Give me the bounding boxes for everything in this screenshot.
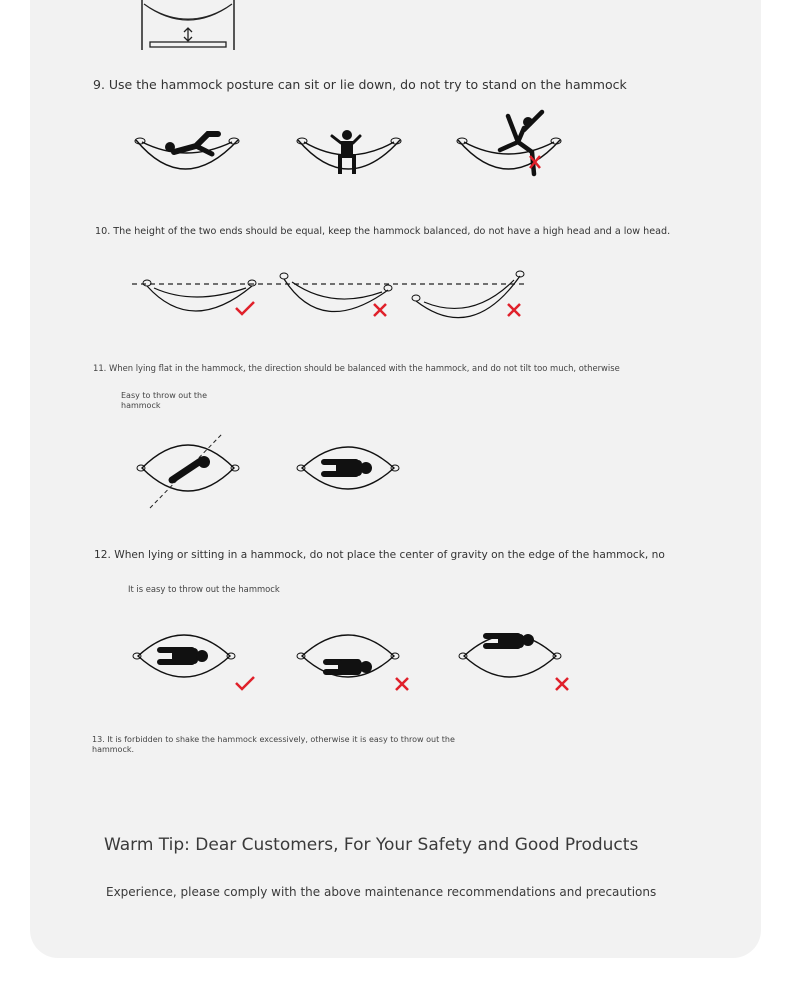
cross-icon [396,678,408,690]
item-13-text: 13. It is forbidden to shake the hammock excessively, otherwise it is easy to throw out the hammock. [92,735,455,754]
item-10-text: 10. The height of the two ends should be equal, keep the hammock balanced, do not have a high head and a low head. [95,226,671,237]
item-11-text: 11. When lying flat in the hammock, the direction should be balanced with the hammock, and do not tilt too much, otherwise [93,363,620,373]
lying-posture-illustration [134,128,240,178]
cross-icon [556,678,568,690]
tilted-lying-illustration [136,432,240,512]
check-icon [236,302,254,314]
item-12-text: 12. When lying or sitting in a hammock, do not place the center of gravity on the edge of the hammock, no [94,549,665,561]
check-icon [236,677,254,689]
hammock-height-illustration [138,0,238,54]
edge-upper-illustration [458,626,578,694]
cross-icon [374,304,386,316]
item-12-note: It is easy to throw out the hammock [128,584,280,594]
edge-lower-illustration [296,632,416,694]
item-11-note: Easy to throw out the hammock [121,391,208,410]
straight-lying-illustration [296,444,400,494]
cross-icon [508,304,520,316]
center-lying-illustration [132,632,262,694]
warm-tip-body: Experience, please comply with the above maintenance recommendations and precautions [106,885,657,899]
warm-tip-title: Warm Tip: Dear Customers, For Your Safety and Good Products [104,835,639,855]
standing-posture-illustration [456,108,564,184]
balanced-height-illustration [132,266,532,328]
sitting-posture-illustration [296,128,402,178]
item-9-text: 9. Use the hammock posture can sit or lie down, do not try to stand on the hammock [93,77,627,92]
